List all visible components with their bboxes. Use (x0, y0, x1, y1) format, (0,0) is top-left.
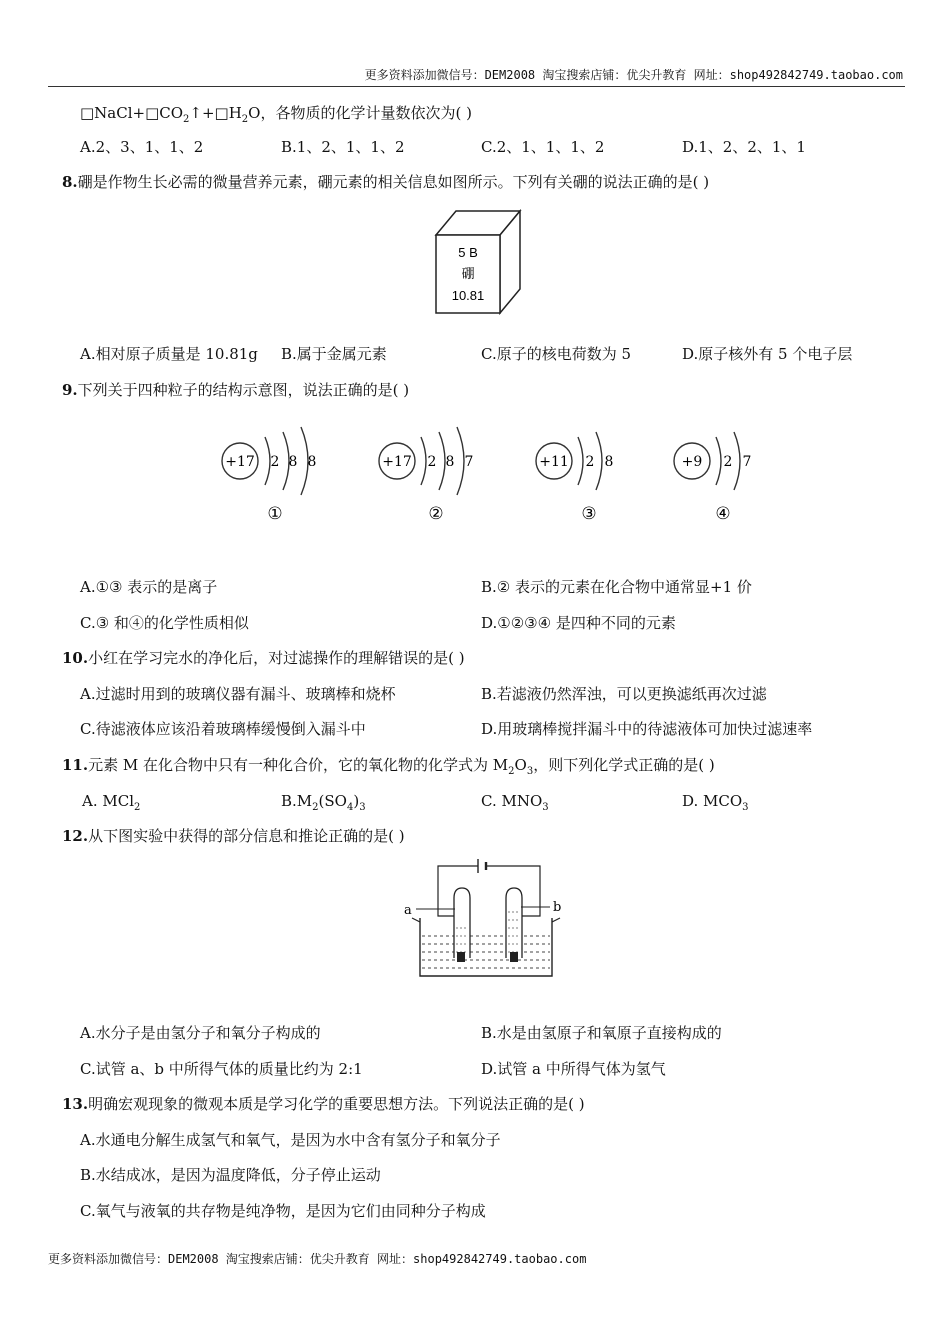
q10-stem: 10.小红在学习完水的净化后，对过滤操作的理解错误的是( ) (62, 649, 465, 667)
shell-electrons: 7 (464, 454, 474, 470)
q9-stem: 9.下列关于四种粒子的结构示意图，说法正确的是( ) (62, 381, 410, 399)
shell-electrons: 8 (307, 454, 317, 470)
shell-electrons: 2 (270, 454, 280, 470)
element-name: 硼 (461, 267, 475, 282)
q9-option-a[interactable]: A.①③ 表示的是离子 (80, 578, 218, 596)
q10-option-a[interactable]: A.过滤时用到的玻璃仪器有漏斗、玻璃棒和烧杯 (80, 685, 396, 703)
q7-option-b[interactable]: B.1、2、1、1、2 (281, 138, 405, 156)
shell-electrons: 7 (742, 454, 752, 470)
test-tube-a (454, 888, 470, 958)
particle-2 (379, 427, 473, 524)
nucleus-charge: +9 (681, 454, 703, 470)
header-text: 更多资料添加微信号：DEM2008 淘宝搜索店铺：优尖升教育 网址：shop492842749.taobao.com (364, 68, 903, 82)
element-mass: 10.81 (451, 288, 485, 303)
q13-option-b[interactable]: B.水结成冰，是因为温度降低，分子停止运动 (80, 1166, 381, 1184)
q13-stem: 13.明确宏观现象的微观本质是学习化学的重要思想方法。下列说法正确的是( ) (62, 1095, 585, 1113)
element-number-symbol: 5 B (458, 245, 478, 260)
particle-1 (222, 427, 316, 524)
q9-option-d[interactable]: D.①②③④ 是四种不同的元素 (481, 614, 676, 632)
q8-option-c[interactable]: C.原子的核电荷数为 5 (481, 345, 632, 363)
particle-label: ④ (715, 504, 731, 524)
page-footer: 更多资料添加微信号：DEM2008 淘宝搜索店铺：优尖升教育 网址：shop492842749.taobao.com (48, 1252, 587, 1266)
q9-option-b[interactable]: B.② 表示的元素在化合物中通常显+1 价 (481, 578, 752, 596)
q13-option-a[interactable]: A.水通电分解生成氢气和氧气，是因为水中含有氢分子和氧分子 (80, 1131, 501, 1149)
q10-option-b[interactable]: B.若滤液仍然浑浊，可以更换滤纸再次过滤 (481, 685, 767, 703)
particle-3 (536, 432, 613, 524)
shell-electrons: 8 (604, 454, 614, 470)
q8-option-b[interactable]: B.属于金属元素 (281, 345, 387, 363)
particle-label: ① (267, 504, 283, 524)
boron-element-cell-figure (428, 197, 528, 322)
shell-electrons: 8 (288, 454, 298, 470)
q12-stem: 12.从下图实验中获得的部分信息和推论正确的是( ) (62, 827, 405, 845)
q7-option-a[interactable]: A.2、3、1、1、2 (80, 138, 204, 156)
q12-option-c[interactable]: C.试管 a、b 中所得气体的质量比约为 2:1 (80, 1060, 363, 1078)
q11-option-c[interactable]: C. $MNO_3$ (481, 792, 549, 813)
q8-option-d[interactable]: D.原子核外有 5 个电子层 (682, 345, 853, 363)
electrode-b (510, 952, 518, 962)
label-b: b (553, 900, 562, 915)
q12-option-d[interactable]: D.试管 a 中所得气体为氢气 (481, 1060, 666, 1078)
nucleus-charge: +17 (225, 454, 255, 470)
q12-option-a[interactable]: A.水分子是由氢分子和氧分子构成的 (80, 1024, 321, 1042)
particle-structure-figure (205, 412, 765, 532)
q11-stem: 11.元素 M 在化合物中只有一种化合价，它的氧化物的化学式为 $M_2O_3$，则下列化学式正确的是( ) (62, 756, 715, 777)
particle-4 (674, 432, 751, 524)
q7-option-d[interactable]: D.1、2、2、1、1 (682, 138, 806, 156)
shell-electrons: 2 (427, 454, 437, 470)
particle-label: ② (428, 504, 444, 524)
shell-electrons: 2 (585, 454, 595, 470)
particle-label: ③ (581, 504, 597, 524)
nucleus-charge: +17 (382, 454, 412, 470)
electrode-a (457, 952, 465, 962)
q13-option-c[interactable]: C.氧气与液氧的共存物是纯净物，是因为它们由同种分子构成 (80, 1202, 486, 1220)
q10-option-d[interactable]: D.用玻璃棒搅拌漏斗中的待滤液体可加快过滤速率 (481, 720, 813, 738)
shell-electrons: 8 (445, 454, 455, 470)
electrolysis-apparatus-figure (398, 858, 578, 983)
q11-option-d[interactable]: D. $MCO_3$ (682, 792, 749, 813)
q12-option-b[interactable]: B.水是由氢原子和氧原子直接构成的 (481, 1024, 722, 1042)
shell-electrons: 2 (723, 454, 733, 470)
q7-stem: $□NaCl+□CO_2↑+□H_2O$，各物质的化学计量数依次为( ) (80, 104, 472, 125)
test-tube-b (506, 888, 522, 958)
water (422, 936, 550, 968)
label-a: a (404, 903, 412, 918)
beaker (420, 918, 552, 976)
q11-option-b[interactable]: $B.M_2(SO_4)_3$ (281, 792, 366, 813)
q8-stem: 8.硼是作物生长必需的微量营养元素，硼元素的相关信息如图所示。下列有关硼的说法正确的是( ) (62, 173, 710, 191)
page-header (48, 62, 905, 87)
q8-option-a[interactable]: A.相对原子质量是 10.81g (80, 345, 258, 363)
q11-option-a[interactable]: A. MCl$_2$ (82, 792, 141, 813)
nucleus-charge: +11 (539, 454, 569, 470)
q10-option-c[interactable]: C.待滤液体应该沿着玻璃棒缓慢倒入漏斗中 (80, 720, 366, 738)
q9-option-c[interactable]: C.③ 和④的化学性质相似 (80, 614, 249, 632)
q7-option-c[interactable]: C.2、1、1、1、2 (481, 138, 605, 156)
